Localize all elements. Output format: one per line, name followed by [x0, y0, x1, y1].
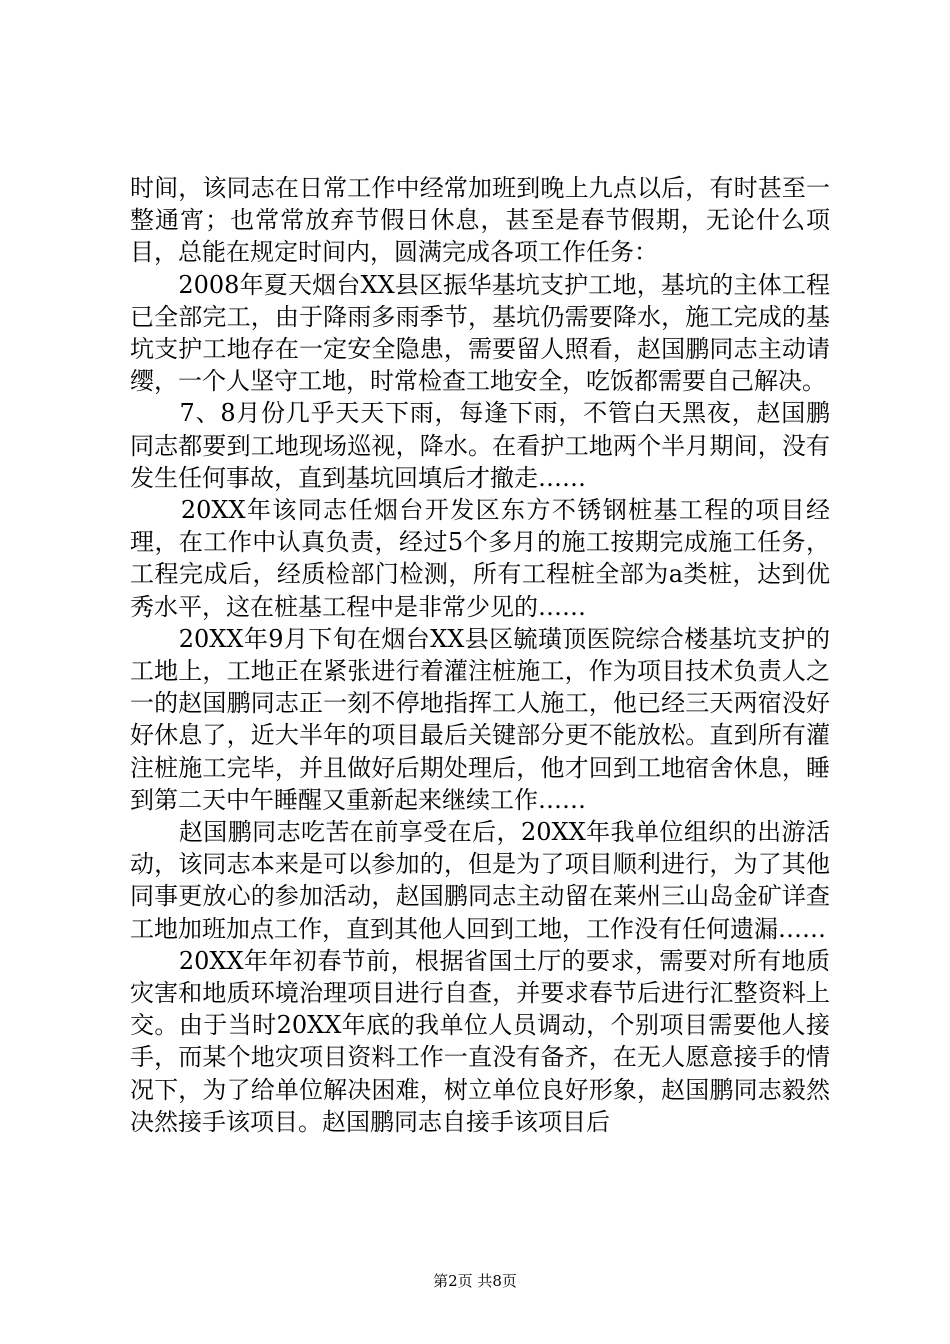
- paragraph-7: 20XX年年初春节前，根据省国土厅的要求，需要对所有地质灾害和地质环境治理项目进行自查，并要求春节后进行汇整资料上交。由于当时20XX年底的我单位人员调动，个别项目需要他人接手，而某个地灾项目资料工作一直没有备齐，在无人愿意接手的情况下，为了给单位解决困难，树立单位良好形象，赵国鹏同志毅然决然接手该项目。赵国鹏同志自接手该项目后: [130, 946, 830, 1136]
- paragraph-3: 7、8月份几乎天天下雨，每逢下雨，不管白天黑夜，赵国鹏同志都要到工地现场巡视，降水。在看护工地两个半月期间，没有发生任何事故，直到基坑回填后才撤走……: [130, 399, 830, 492]
- paragraph-2: 2008年夏天烟台XX县区振华基坑支护工地，基坑的主体工程已全部完工，由于降雨多雨季节，基坑仍需要降水，施工完成的基坑支护工地存在一定安全隐患，需要留人照看，赵国鹏同志主动请缨，一个人坚守工地，时常检查工地安全，吃饭都需要自己解决。: [130, 270, 830, 396]
- page-number-footer: 第2页 共8页: [433, 1272, 517, 1290]
- paragraph-4: 20XX年该同志任烟台开发区东方不锈钢桩基工程的项目经理，在工作中认真负责，经过5个多月的施工按期完成施工任务，工程完成后，经质检部门检测，所有工程桩全部为a类桩，达到优秀水平，这在桩基工程中是非常少见的……: [130, 496, 830, 621]
- paragraph-5: 20XX年9月下旬在烟台XX县区毓璜顶医院综合楼基坑支护的工地上，工地正在紧张进行着灌注桩施工，作为项目技术负责人之一的赵国鹏同志正一刻不停地指挥工人施工，他已经三天两宿没好好休息了，近大半年的项目最后关键部分更不能放松。直到所有灌注桩施工完毕，并且做好后期处理后，他才回到工地宿舍休息，睡到第二天中午睡醒又重新起来继续工作……: [130, 624, 830, 814]
- paragraph-6: 赵国鹏同志吃苦在前享受在后，20XX年我单位组织的出游活动，该同志本来是可以参加的，但是为了项目顺利进行，为了其他同事更放心的参加活动，赵国鹏同志主动留在莱州三山岛金矿详查工地加班加点工作，直到其他人回到工地，工作没有任何遗漏……: [130, 818, 830, 943]
- paragraph-1: 时间，该同志在日常工作中经常加班到晚上九点以后，有时甚至一整通宵；也常常放弃节假日休息，甚至是春节假期，无论什么项目，总能在规定时间内，圆满完成各项工作任务：: [130, 174, 830, 267]
- document-body: [130, 172, 830, 1138]
